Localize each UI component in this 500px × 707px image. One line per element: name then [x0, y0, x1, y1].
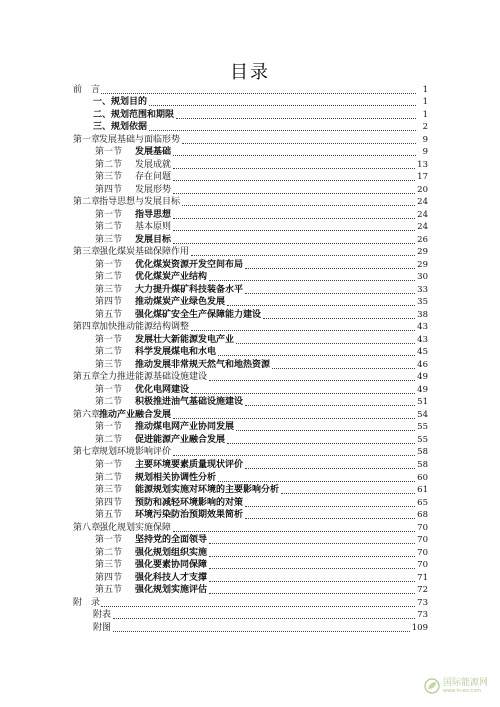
toc-entry-label — [95, 147, 171, 158]
toc-entry-number: 第二节 — [95, 547, 123, 558]
toc-entry-number: 第五章 — [73, 372, 101, 383]
toc-entry-title: 基本原则 — [135, 222, 172, 233]
toc-entry-section[interactable] — [73, 433, 428, 446]
toc-entry-section[interactable] — [73, 584, 428, 597]
toc-entry-label — [73, 523, 171, 534]
toc-entry-section[interactable] — [73, 546, 428, 559]
toc-entry-title: 存在问题 — [135, 172, 172, 183]
toc-entry-section[interactable] — [73, 421, 428, 434]
toc-page-number: 9 — [422, 134, 428, 145]
toc-entry-label — [95, 485, 279, 496]
toc-entry-title: 强化科技人才支撑 — [135, 572, 208, 583]
toc-entry-number: 第三章 — [73, 247, 101, 258]
toc-entry-number: 第四节 — [95, 497, 123, 508]
toc-entry-number: 第四节 — [95, 297, 123, 308]
toc-page-number: 70 — [417, 547, 428, 558]
toc-entry-title: 发展基础与面临形势 — [99, 134, 181, 145]
dot-leader — [227, 298, 415, 306]
toc-page-number: 33 — [417, 284, 428, 295]
toc-entry-label — [73, 410, 171, 421]
dot-leader — [173, 236, 415, 244]
toc-entry-number: 第四节 — [95, 572, 123, 583]
dot-leader — [218, 474, 415, 482]
page-title: 目录 — [230, 62, 270, 83]
toc-entry-label — [73, 85, 99, 96]
toc-entry-label — [95, 498, 243, 509]
toc-entry-number: 第二章 — [73, 197, 101, 208]
toc-entry-chapter[interactable] — [73, 246, 428, 259]
toc-page-number: 24 — [417, 209, 428, 220]
toc-page-number: 70 — [417, 535, 428, 546]
toc-entry-title: 强化规划实施保障 — [99, 522, 172, 533]
toc-entry-title: 强化要素协同保障 — [135, 560, 208, 571]
toc-entry-chapter[interactable] — [73, 408, 428, 421]
toc-entry-section[interactable] — [73, 233, 428, 246]
toc-entry-number: 第一节 — [95, 459, 123, 470]
toc-entry-label — [73, 447, 171, 458]
toc-entry-label — [93, 110, 174, 121]
toc-entry-number: 第一节 — [95, 535, 123, 546]
toc-entry-number: 第三节 — [95, 359, 123, 370]
dot-leader — [236, 336, 415, 344]
dot-leader — [173, 161, 415, 169]
toc-entry-label — [95, 422, 234, 433]
dot-leader — [173, 411, 415, 419]
toc-entry-section[interactable] — [73, 396, 428, 409]
toc-entry-number: 第五节 — [95, 585, 123, 596]
toc-entry-section[interactable] — [73, 383, 428, 396]
dot-leader — [209, 586, 415, 594]
toc-entry-label — [73, 372, 207, 383]
toc-entry-label — [73, 322, 189, 333]
toc-page-number: 51 — [417, 397, 428, 408]
toc-entry-section[interactable] — [73, 346, 428, 359]
toc-page-number: 61 — [417, 485, 428, 496]
dot-leader — [245, 499, 415, 507]
toc-entry-title: 全力推进能源基础设施建设 — [99, 372, 208, 383]
toc-entry-special[interactable] — [73, 96, 428, 109]
toc-entry-section[interactable] — [73, 221, 428, 234]
toc-entry-number: 第三节 — [95, 485, 123, 496]
dot-leader — [281, 486, 415, 494]
toc-entry-section[interactable] — [73, 571, 428, 584]
toc-entry-chapter[interactable] — [73, 196, 428, 209]
toc-entry-section[interactable] — [73, 509, 428, 522]
toc-entry-number: 第二节 — [95, 159, 123, 170]
toc-entry-section[interactable] — [73, 559, 428, 572]
toc-entry-section[interactable] — [73, 296, 428, 309]
toc-entry-label — [95, 285, 243, 296]
toc-entry-number: 第二节 — [95, 472, 123, 483]
toc-entry-chapter[interactable] — [73, 446, 428, 459]
dot-leader — [182, 198, 415, 206]
toc-page-number: 49 — [417, 384, 428, 395]
toc-entry-label — [95, 335, 234, 346]
toc-page-number: 26 — [417, 234, 428, 245]
dot-leader — [101, 86, 416, 94]
toc-entry-title: 强化煤矿安全生产保障能力建设 — [135, 309, 262, 320]
toc-entry-label — [93, 97, 147, 108]
toc-entry-chapter[interactable] — [73, 596, 428, 609]
toc-entry-number: 第二节 — [95, 347, 123, 358]
toc-entry-label — [95, 573, 207, 584]
toc-entry-number: 第四节 — [95, 184, 123, 195]
table-of-contents — [73, 83, 428, 634]
dot-leader — [113, 611, 415, 619]
toc-entry-label — [95, 548, 207, 559]
toc-page-number: 70 — [417, 560, 428, 571]
watermark-text: 国际能源网 — [443, 677, 489, 688]
dot-leader — [101, 599, 415, 607]
toc-page-number: 55 — [417, 434, 428, 445]
toc-entry-title: 二、规划范围和期限 — [93, 109, 175, 120]
toc-entry-label — [73, 197, 180, 208]
toc-entry-number: 第三节 — [95, 284, 123, 295]
dot-leader — [272, 361, 415, 369]
toc-entry-label — [95, 435, 225, 446]
toc-entry-title: 发展成就 — [135, 159, 172, 170]
toc-entry-title: 强化煤炭基础保障作用 — [99, 247, 190, 258]
toc-entry-label — [95, 160, 171, 171]
toc-entry-section[interactable] — [73, 496, 428, 509]
dot-leader — [149, 123, 416, 131]
toc-entry-section[interactable] — [73, 271, 428, 284]
toc-entry-section[interactable] — [73, 171, 428, 184]
dot-leader — [209, 273, 415, 281]
toc-entry-special[interactable] — [73, 609, 428, 622]
toc-entry-number: 第一节 — [95, 147, 123, 158]
dot-leader — [113, 624, 410, 632]
toc-page-number: 24 — [417, 222, 428, 233]
toc-entry-title: 强化规划实施评估 — [135, 585, 208, 596]
toc-entry-chapter[interactable] — [73, 521, 428, 534]
toc-entry-title: 三、规划依据 — [93, 122, 148, 133]
toc-page-number: 30 — [417, 272, 428, 283]
toc-entry-label — [73, 598, 99, 609]
toc-page-number: 49 — [417, 372, 428, 383]
toc-entry-title: 推动发展非常规天然气和地热资源 — [135, 359, 271, 370]
dot-leader — [218, 348, 415, 356]
toc-page-number: 73 — [417, 597, 428, 608]
toc-entry-title: 优化煤炭产业结构 — [135, 272, 208, 283]
toc-entry-number: 第三节 — [95, 560, 123, 571]
toc-page-number: 45 — [417, 347, 428, 358]
toc-entry-title: 附图 — [93, 622, 112, 633]
toc-entry-number: 第四章 — [73, 322, 101, 333]
toc-entry-label — [95, 510, 243, 521]
toc-page-number: 73 — [417, 610, 428, 621]
toc-entry-title: 发展目标 — [135, 234, 172, 245]
toc-entry-section[interactable] — [73, 484, 428, 497]
toc-entry-title: 指导思想 — [135, 209, 172, 220]
toc-entry-chapter[interactable] — [73, 371, 428, 384]
toc-entry-section[interactable] — [73, 283, 428, 296]
toc-page-number: 20 — [417, 184, 428, 195]
toc-entry-title: 主要环境要素质量现状评价 — [135, 459, 244, 470]
toc-page-number: 29 — [417, 247, 428, 258]
toc-entry-label — [73, 135, 180, 146]
toc-page-number: 2 — [422, 122, 428, 133]
toc-entry-number: 第一节 — [95, 259, 123, 270]
dot-leader — [173, 448, 415, 456]
toc-entry-label — [95, 222, 171, 233]
dot-leader — [173, 186, 415, 194]
toc-entry-section[interactable] — [73, 208, 428, 221]
toc-entry-title: 科学发展煤电和水电 — [135, 347, 217, 358]
toc-entry-number: 第五节 — [95, 510, 123, 521]
toc-entry-label — [95, 172, 171, 183]
toc-entry-label — [93, 623, 111, 634]
dot-leader — [173, 524, 415, 532]
toc-entry-number: 第三节 — [95, 234, 123, 245]
toc-entry-label — [95, 185, 171, 196]
toc-entry-label — [95, 460, 243, 471]
toc-entry-label — [95, 235, 171, 246]
toc-page-number: 72 — [417, 585, 428, 596]
watermark — [424, 675, 494, 697]
toc-entry-number: 第一节 — [95, 209, 123, 220]
toc-entry-label — [95, 297, 225, 308]
dot-leader — [245, 286, 415, 294]
toc-entry-label — [95, 260, 243, 271]
toc-entry-label — [95, 347, 216, 358]
toc-entry-number: 第五节 — [95, 309, 123, 320]
toc-entry-number: 第六章 — [73, 409, 101, 420]
toc-entry-label — [93, 122, 147, 133]
toc-entry-label — [95, 585, 207, 596]
toc-entry-label — [95, 473, 216, 484]
toc-entry-section[interactable] — [73, 158, 428, 171]
toc-entry-title: 能源规划实施对环境的主要影响分析 — [135, 485, 280, 496]
toc-entry-label — [95, 385, 189, 396]
toc-page-number: 1 — [422, 84, 428, 95]
toc-entry-label — [73, 247, 189, 258]
toc-entry-title: 推动煤电网产业协同发展 — [135, 422, 235, 433]
toc-entry-title: 加快推动能源结构调整 — [99, 322, 190, 333]
toc-entry-title: 发展形势 — [135, 184, 172, 195]
toc-entry-number: 第八章 — [73, 522, 101, 533]
toc-page-number: 1 — [422, 109, 428, 120]
toc-page-number: 58 — [417, 447, 428, 458]
toc-entry-number: 第二节 — [95, 272, 123, 283]
toc-entry-label — [95, 397, 243, 408]
dot-leader — [263, 311, 415, 319]
toc-page-number: 55 — [417, 422, 428, 433]
toc-entry-title: 大力提升煤矿科技装备水平 — [135, 284, 244, 295]
toc-entry-title: 指导思想与发展目标 — [99, 197, 181, 208]
toc-entry-title: 坚持党的全面领导 — [135, 535, 208, 546]
toc-entry-title: 规划相关协调性分析 — [135, 472, 217, 483]
dot-leader — [149, 98, 416, 106]
toc-entry-title: 优化煤炭资源开发空间布局 — [135, 259, 244, 270]
toc-entry-title: 预防和减轻环境影响的对策 — [135, 497, 244, 508]
toc-page-number: 43 — [417, 334, 428, 345]
toc-entry-title: 促进能源产业融合发展 — [135, 434, 226, 445]
toc-entry-title: 附表 — [93, 610, 112, 621]
toc-entry-label — [95, 272, 207, 283]
toc-entry-section[interactable] — [73, 183, 428, 196]
toc-entry-number: 第二节 — [95, 222, 123, 233]
toc-page-number: 35 — [417, 297, 428, 308]
dot-leader — [209, 536, 415, 544]
toc-page-number: 24 — [417, 197, 428, 208]
dot-leader — [191, 386, 415, 394]
toc-page-number: 60 — [417, 472, 428, 483]
toc-page-number: 68 — [417, 510, 428, 521]
toc-entry-number: 第一节 — [95, 334, 123, 345]
dot-leader — [173, 223, 415, 231]
toc-page-number: 29 — [417, 259, 428, 270]
dot-leader — [182, 136, 416, 144]
toc-page-number: 71 — [417, 572, 428, 583]
toc-entry-number: 第一节 — [95, 384, 123, 395]
toc-entry-title: 发展基础 — [135, 147, 172, 158]
toc-entry-number: 附 录 — [73, 597, 101, 608]
toc-entry-title: 积极推进油气基础设施建设 — [135, 397, 244, 408]
toc-entry-label — [95, 360, 270, 371]
toc-entry-special[interactable] — [73, 621, 428, 634]
toc-entry-title: 优化电网建设 — [135, 384, 190, 395]
dot-leader — [191, 323, 415, 331]
dot-leader — [245, 261, 415, 269]
toc-entry-section[interactable] — [73, 333, 428, 346]
toc-entry-special[interactable] — [73, 108, 428, 121]
toc-entry-label — [93, 610, 111, 621]
toc-entry-section[interactable] — [73, 358, 428, 371]
toc-entry-label — [95, 535, 207, 546]
toc-entry-number: 第七章 — [73, 447, 101, 458]
toc-entry-number: 第一章 — [73, 134, 101, 145]
toc-entry-title: 推动产业融合发展 — [99, 409, 172, 420]
toc-entry-section[interactable] — [73, 146, 428, 159]
toc-page-number: 13 — [417, 159, 428, 170]
dot-leader — [191, 248, 415, 256]
dot-leader — [245, 511, 415, 519]
toc-entry-chapter[interactable] — [73, 321, 428, 334]
toc-entry-section[interactable] — [73, 308, 428, 321]
toc-page-number: 1 — [422, 97, 428, 108]
toc-page-number: 54 — [417, 409, 428, 420]
toc-entry-chapter[interactable] — [73, 83, 428, 96]
toc-entry-number: 第三节 — [95, 172, 123, 183]
dot-leader — [227, 436, 415, 444]
toc-entry-label — [95, 210, 171, 221]
toc-page-number: 70 — [417, 522, 428, 533]
toc-entry-section[interactable] — [73, 458, 428, 471]
dot-leader — [245, 398, 415, 406]
toc-page-number: 46 — [417, 359, 428, 370]
dot-leader — [176, 111, 416, 119]
toc-page-number: 58 — [417, 459, 428, 470]
toc-page-number: 38 — [417, 309, 428, 320]
dot-leader — [209, 561, 415, 569]
toc-entry-section[interactable] — [73, 258, 428, 271]
toc-entry-title: 推动煤炭产业绿色发展 — [135, 297, 226, 308]
toc-entry-section[interactable] — [73, 534, 428, 547]
toc-entry-title: 强化规划组织实施 — [135, 547, 208, 558]
toc-entry-title: 发展壮大新能源发电产业 — [135, 334, 235, 345]
dot-leader — [209, 549, 415, 557]
toc-entry-number: 第二节 — [95, 434, 123, 445]
toc-entry-label — [95, 560, 207, 571]
toc-entry-title: 环境污染防治预期效果简析 — [135, 510, 244, 521]
toc-entry-label — [95, 310, 261, 321]
toc-entry-chapter[interactable] — [73, 133, 428, 146]
watermark-url: www.in-en.com — [443, 687, 482, 694]
toc-entry-title: 一、规划目的 — [93, 97, 148, 108]
toc-page-number: 109 — [411, 622, 428, 633]
leaf-logo-icon — [424, 678, 440, 694]
toc-page-number: 43 — [417, 322, 428, 333]
toc-page-number: 17 — [417, 172, 428, 183]
dot-leader — [173, 148, 416, 156]
toc-entry-number: 第二节 — [95, 397, 123, 408]
toc-entry-section[interactable] — [73, 471, 428, 484]
toc-entry-title: 规划环境影响评价 — [99, 447, 172, 458]
toc-entry-special[interactable] — [73, 121, 428, 134]
toc-entry-number: 前 言 — [73, 84, 101, 95]
toc-entry-number: 第一节 — [95, 422, 123, 433]
dot-leader — [236, 423, 415, 431]
toc-page-number: 9 — [422, 147, 428, 158]
dot-leader — [245, 461, 415, 469]
dot-leader — [209, 574, 415, 582]
dot-leader — [173, 211, 415, 219]
dot-leader — [209, 373, 415, 381]
toc-page-number: 65 — [417, 497, 428, 508]
dot-leader — [173, 173, 415, 181]
